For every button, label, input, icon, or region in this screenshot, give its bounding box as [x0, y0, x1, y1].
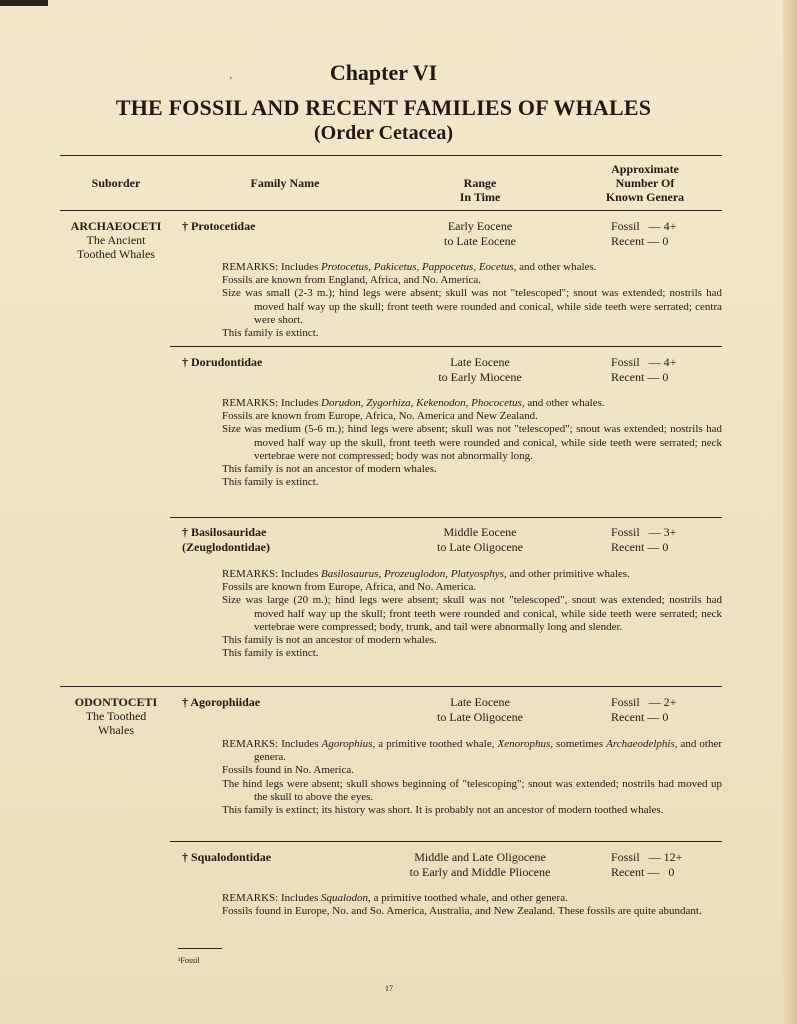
range-line2: to Late Eocene: [444, 234, 516, 248]
family-remarks: [222, 261, 722, 340]
family-name: † Protocetidae: [182, 219, 256, 233]
family-separator: [170, 346, 722, 347]
remarks-line: The hind legs were absent; skull shows beginning of "telescoping"; snout was extended; nostrils had moved up the skull to above the eyes.: [222, 777, 722, 803]
range-line1: Late Eocene: [450, 695, 510, 709]
remarks-line: Size was medium (5-6 m.); hind legs were absent; skull was not "telescoped"; snout was extended; nostrils had moved half way up the skull, front teeth were rounded and conical, while side teeth were serrated; neck vertebrae were not compressed; body was not abnormally long.: [222, 423, 722, 462]
remarks-line: This family is extinct.: [222, 327, 319, 340]
footnote-rule: [178, 948, 222, 949]
range-line2: to Late Oligocene: [437, 540, 523, 554]
remarks-line: Fossils are known from Europe, Africa, and No. America.: [222, 581, 477, 594]
genera-recent: Recent — 0: [611, 865, 675, 879]
genera-fossil: Fossil — 4+: [611, 219, 677, 233]
family-genera: [611, 355, 676, 385]
header-genera-line3: Known Genera: [605, 190, 685, 204]
remarks-line: This family is extinct; its history was short. It is probably not an ancestor of modern toothed whales.: [222, 804, 664, 817]
range-line2: to Early Miocene: [438, 370, 522, 384]
family-range: [400, 219, 560, 249]
remarks-line: This family is not an ancestor of modern whales.: [222, 463, 437, 476]
remarks-line: Fossils are known from England, Africa, and No. America.: [222, 274, 482, 287]
range-line2: to Early and Middle Pliocene: [409, 865, 551, 879]
family-remarks: [222, 568, 722, 660]
family-remarks: [222, 397, 722, 489]
remarks-line: Size was small (2-3 m.); hind legs were absent; skull was not "telescoped"; snout was extended; nostrils had moved half way up the skull; front teeth were rounded and conical, while side teeth were serrated; centra were short.: [222, 287, 722, 326]
remarks-line: This family is extinct.: [222, 647, 319, 660]
suborder-desc-line1: The Ancient: [86, 233, 146, 247]
family-separator: [170, 517, 722, 518]
range-line1: Middle and Late Oligocene: [414, 850, 546, 864]
family-name-line2: (Zeuglodontidae): [182, 540, 271, 554]
family-name: [182, 525, 270, 555]
suborder-archaeoceti: [60, 219, 172, 261]
stray-mark: ': [230, 76, 232, 87]
remarks-line: REMARKS: Includes Agorophius, a primitive toothed whale, Xenorophus, sometimes Archaeodelphis, and other genera.: [222, 738, 723, 764]
range-line1: Late Eocene: [450, 355, 510, 369]
genera-recent: Recent — 0: [611, 710, 669, 724]
footnote: ¹Fossil: [178, 956, 200, 965]
genera-recent: Recent — 0: [611, 370, 669, 384]
remarks-line: REMARKS: Includes Protocetus, Pakicetus, Pappocetus, Eocetus, and other whales.: [222, 261, 597, 273]
remarks-line: This family is extinct.: [222, 476, 319, 489]
family-genera: [611, 850, 682, 880]
family-genera: [611, 525, 676, 555]
header-genera-line2: Number Of: [615, 176, 675, 190]
family-genera: [611, 219, 676, 249]
table-top-rule: [60, 155, 722, 156]
suborder-name: ODONTOCETI: [74, 695, 158, 709]
suborder-odontoceti: [60, 695, 172, 737]
range-line1: Early Eocene: [447, 219, 513, 233]
family-range: [400, 695, 560, 725]
remarks-line: REMARKS: Includes Basilosaurus, Prozeuglodon, Platyosphys, and other primitive whales.: [222, 568, 630, 580]
genera-recent: Recent — 0: [611, 540, 669, 554]
header-genera-line1: Approximate: [611, 162, 679, 176]
suborder-name: ARCHAEOCETI: [70, 219, 162, 233]
suborder-desc-line2: Whales: [98, 723, 134, 737]
header-range: [440, 176, 520, 204]
remarks-line: REMARKS: Includes Squalodon, a primitive toothed whale, and other genera.: [222, 892, 568, 904]
remarks-line: Fossils are known from Europe, Africa, No. America and New Zealand.: [222, 410, 538, 423]
genera-recent: Recent — 0: [611, 234, 669, 248]
family-genera: [611, 695, 676, 725]
header-suborder: Suborder: [91, 176, 141, 190]
remarks-line: Fossils found in Europe, No. and So. America, Australia, and New Zealand. These fossils are quite abundant.: [222, 905, 702, 918]
family-name: † Agorophiidae: [182, 695, 261, 709]
suborder-desc-line2: Toothed Whales: [77, 247, 155, 261]
header-range-line2: In Time: [459, 190, 501, 204]
remarks-line: Size was large (20 m.); hind legs were absent; skull was not "telescoped", snout was extended; nostrils had moved half way up the skull; front teeth were rounded and conical, while side teeth were serrated; neck vertebrae were compressed; body, trunk, and tail were abnormally long and slender.: [222, 594, 722, 633]
family-range: [380, 850, 580, 880]
range-line1: Middle Eocene: [443, 525, 517, 539]
genera-fossil: Fossil — 3+: [611, 525, 677, 539]
genera-fossil: Fossil — 2+: [611, 695, 677, 709]
page-subtitle: (Order Cetacea): [313, 122, 453, 144]
family-separator: [170, 841, 722, 842]
header-genera: [590, 162, 700, 204]
scan-corner-mark: [0, 0, 48, 6]
remarks-line: REMARKS: Includes Dorudon, Zygorhiza, Kekenodon, Phococetus, and other whales.: [222, 397, 605, 409]
genera-fossil: Fossil — 12+: [611, 850, 683, 864]
remarks-line: This family is not an ancestor of modern whales.: [222, 634, 437, 647]
genera-fossil: Fossil — 4+: [611, 355, 677, 369]
family-range: [400, 525, 560, 555]
family-remarks: [222, 892, 722, 918]
suborder-desc-line1: The Toothed: [85, 709, 147, 723]
range-line2: to Late Oligocene: [437, 710, 523, 724]
page-number: 17: [385, 984, 393, 993]
page-title: THE FOSSIL AND RECENT FAMILIES OF WHALES: [115, 95, 652, 120]
suborder-separator: [60, 686, 722, 687]
header-bottom-rule: [60, 210, 722, 211]
chapter-heading: Chapter VI: [329, 60, 438, 85]
header-family: Family Name: [250, 176, 320, 190]
remarks-line: Fossils found in No. America.: [222, 764, 354, 777]
family-range: [400, 355, 560, 385]
family-name-line1: † Basilosauridae: [182, 525, 267, 539]
page-edge: [783, 0, 797, 1024]
family-name: † Dorudontidae: [182, 355, 263, 369]
header-range-line1: Range: [463, 176, 497, 190]
family-name: † Squalodontidae: [182, 850, 272, 864]
family-remarks: [222, 738, 722, 817]
